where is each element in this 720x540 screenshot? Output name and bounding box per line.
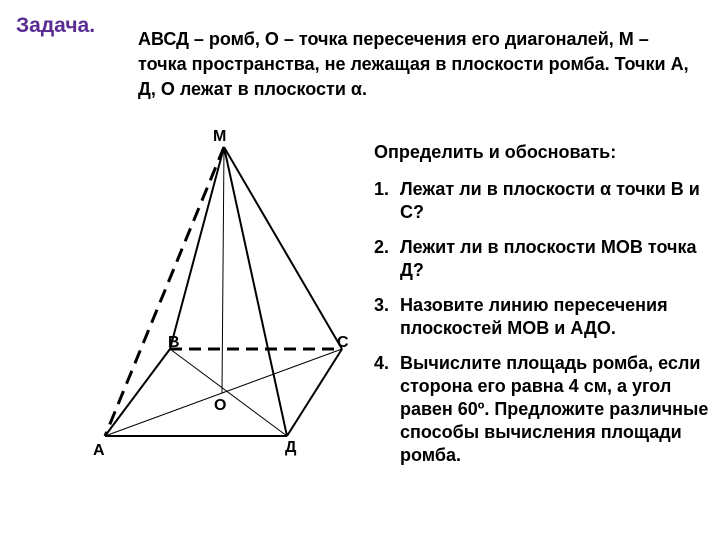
label-B: В	[168, 334, 180, 351]
label-C: С	[337, 334, 349, 351]
edge-MC	[224, 147, 342, 349]
edge-MD	[224, 147, 287, 436]
problem-statement: АВСД – ромб, О – точка пересечения его диагоналей, М – точка пространства, не лежащая в плоскости ромба. Точки А, Д, О лежат в плоскости α.	[138, 29, 689, 99]
tasks-title: Определить и обосновать:	[374, 142, 617, 162]
label-M: М	[213, 128, 227, 145]
task-item: 4. Вычислите площадь ромба, если сторона его равна 4 см, а угол равен 60º. Предложите различные способы вычисления площади ромба.	[374, 353, 709, 465]
label-O: О	[214, 397, 227, 414]
edge-AB	[105, 349, 170, 436]
label-D: Д	[285, 439, 297, 456]
label-A: А	[93, 442, 105, 459]
edge-CD	[287, 349, 342, 436]
task-item: 1. Лежат ли в плоскости α точки В и С?	[374, 179, 700, 222]
task-item: 2. Лежит ли в плоскости МОВ точка Д?	[374, 237, 697, 280]
task-heading: Задача.	[16, 14, 96, 37]
diagonal-BD	[170, 349, 287, 436]
diagonal-AC	[105, 349, 342, 436]
task-item: 3. Назовите линию пересечения плоскостей МОВ и АДО.	[374, 295, 668, 338]
edge-MA	[105, 147, 227, 436]
edge-MB	[170, 147, 224, 349]
segment-MO	[222, 147, 224, 393]
